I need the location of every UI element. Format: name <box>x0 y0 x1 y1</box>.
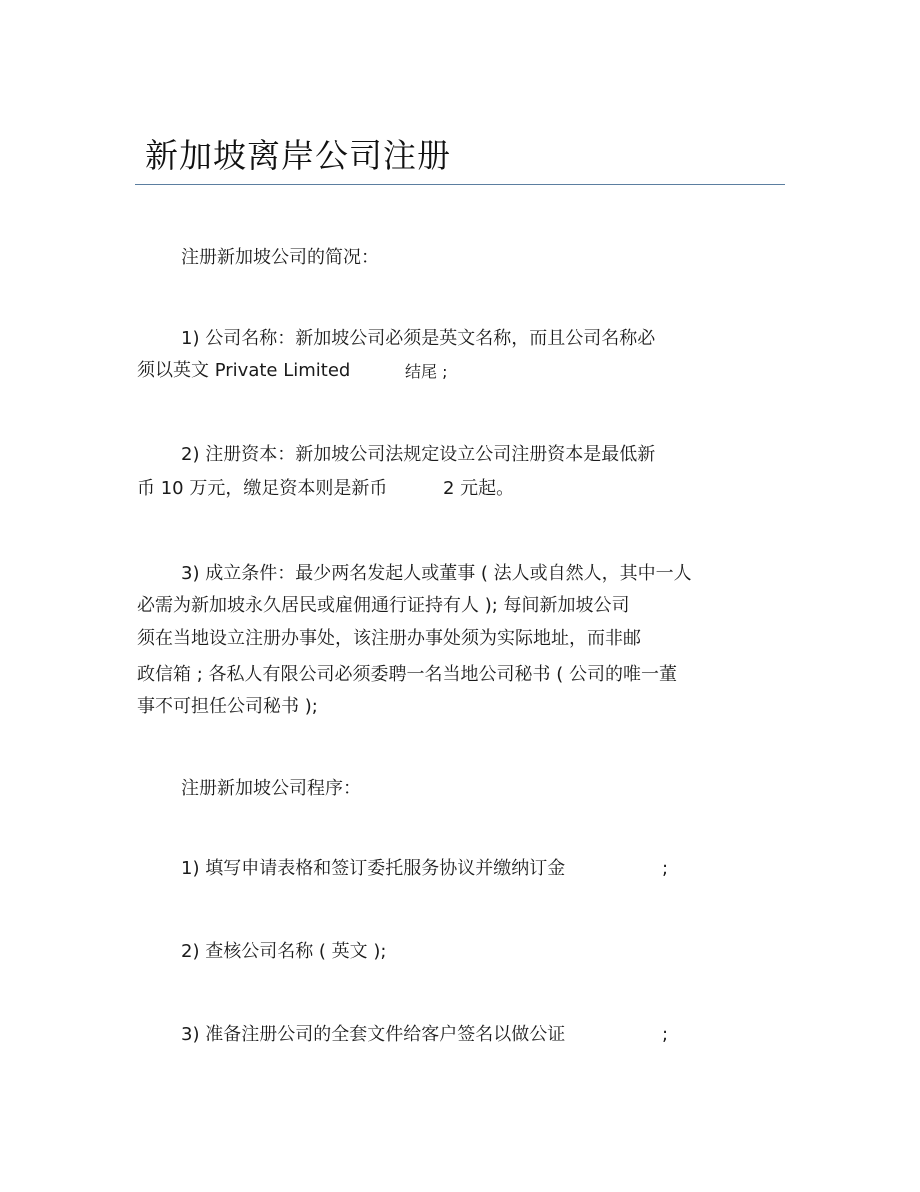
item3-line3: 须在当地设立注册办事处，该注册办事处须为实际地址，而非邮 <box>137 628 641 649</box>
page-title: 新加坡离岸公司注册 <box>145 136 451 175</box>
item1-line1: 1) 公司名称：新加坡公司必须是英文名称，而且公司名称必 <box>181 328 656 349</box>
item3-line4: 政信箱 ; 各私人有限公司必须委聘一名当地公司秘书 ( 公司的唯一董 <box>137 664 677 685</box>
procedure-heading: 注册新加坡公司程序： <box>181 778 361 799</box>
step-1-text: 1) 填写申请表格和签订委托服务协议并缴纳订金 <box>181 858 566 879</box>
item2-line2a: 币 10 万元，缴足资本则是新币 <box>137 478 388 499</box>
item2-line2b: 2 元起。 <box>443 478 515 499</box>
step-3-text: 3) 准备注册公司的全套文件给客户签名以做公证 <box>181 1024 566 1045</box>
step-2-text: 2) 查核公司名称 ( 英文 ); <box>181 941 387 962</box>
item1-line2a: 须以英文 Private Limited <box>137 360 351 381</box>
step-1-end: ; <box>662 858 669 879</box>
overview-heading: 注册新加坡公司的简况： <box>181 247 379 268</box>
title-divider <box>135 184 785 185</box>
item3-line2: 必需为新加坡永久居民或雇佣通行证持有人 ); 每间新加坡公司 <box>137 595 630 616</box>
item1-line2b: 结尾 ; <box>405 362 448 381</box>
item3-line1: 3) 成立条件：最少两名发起人或董事 ( 法人或自然人，其中一人 <box>181 563 692 584</box>
item2-line1: 2) 注册资本：新加坡公司法规定设立公司注册资本是最低新 <box>181 444 656 465</box>
step-3-end: ; <box>662 1024 669 1045</box>
item3-line5: 事不可担任公司秘书 ); <box>137 696 318 717</box>
